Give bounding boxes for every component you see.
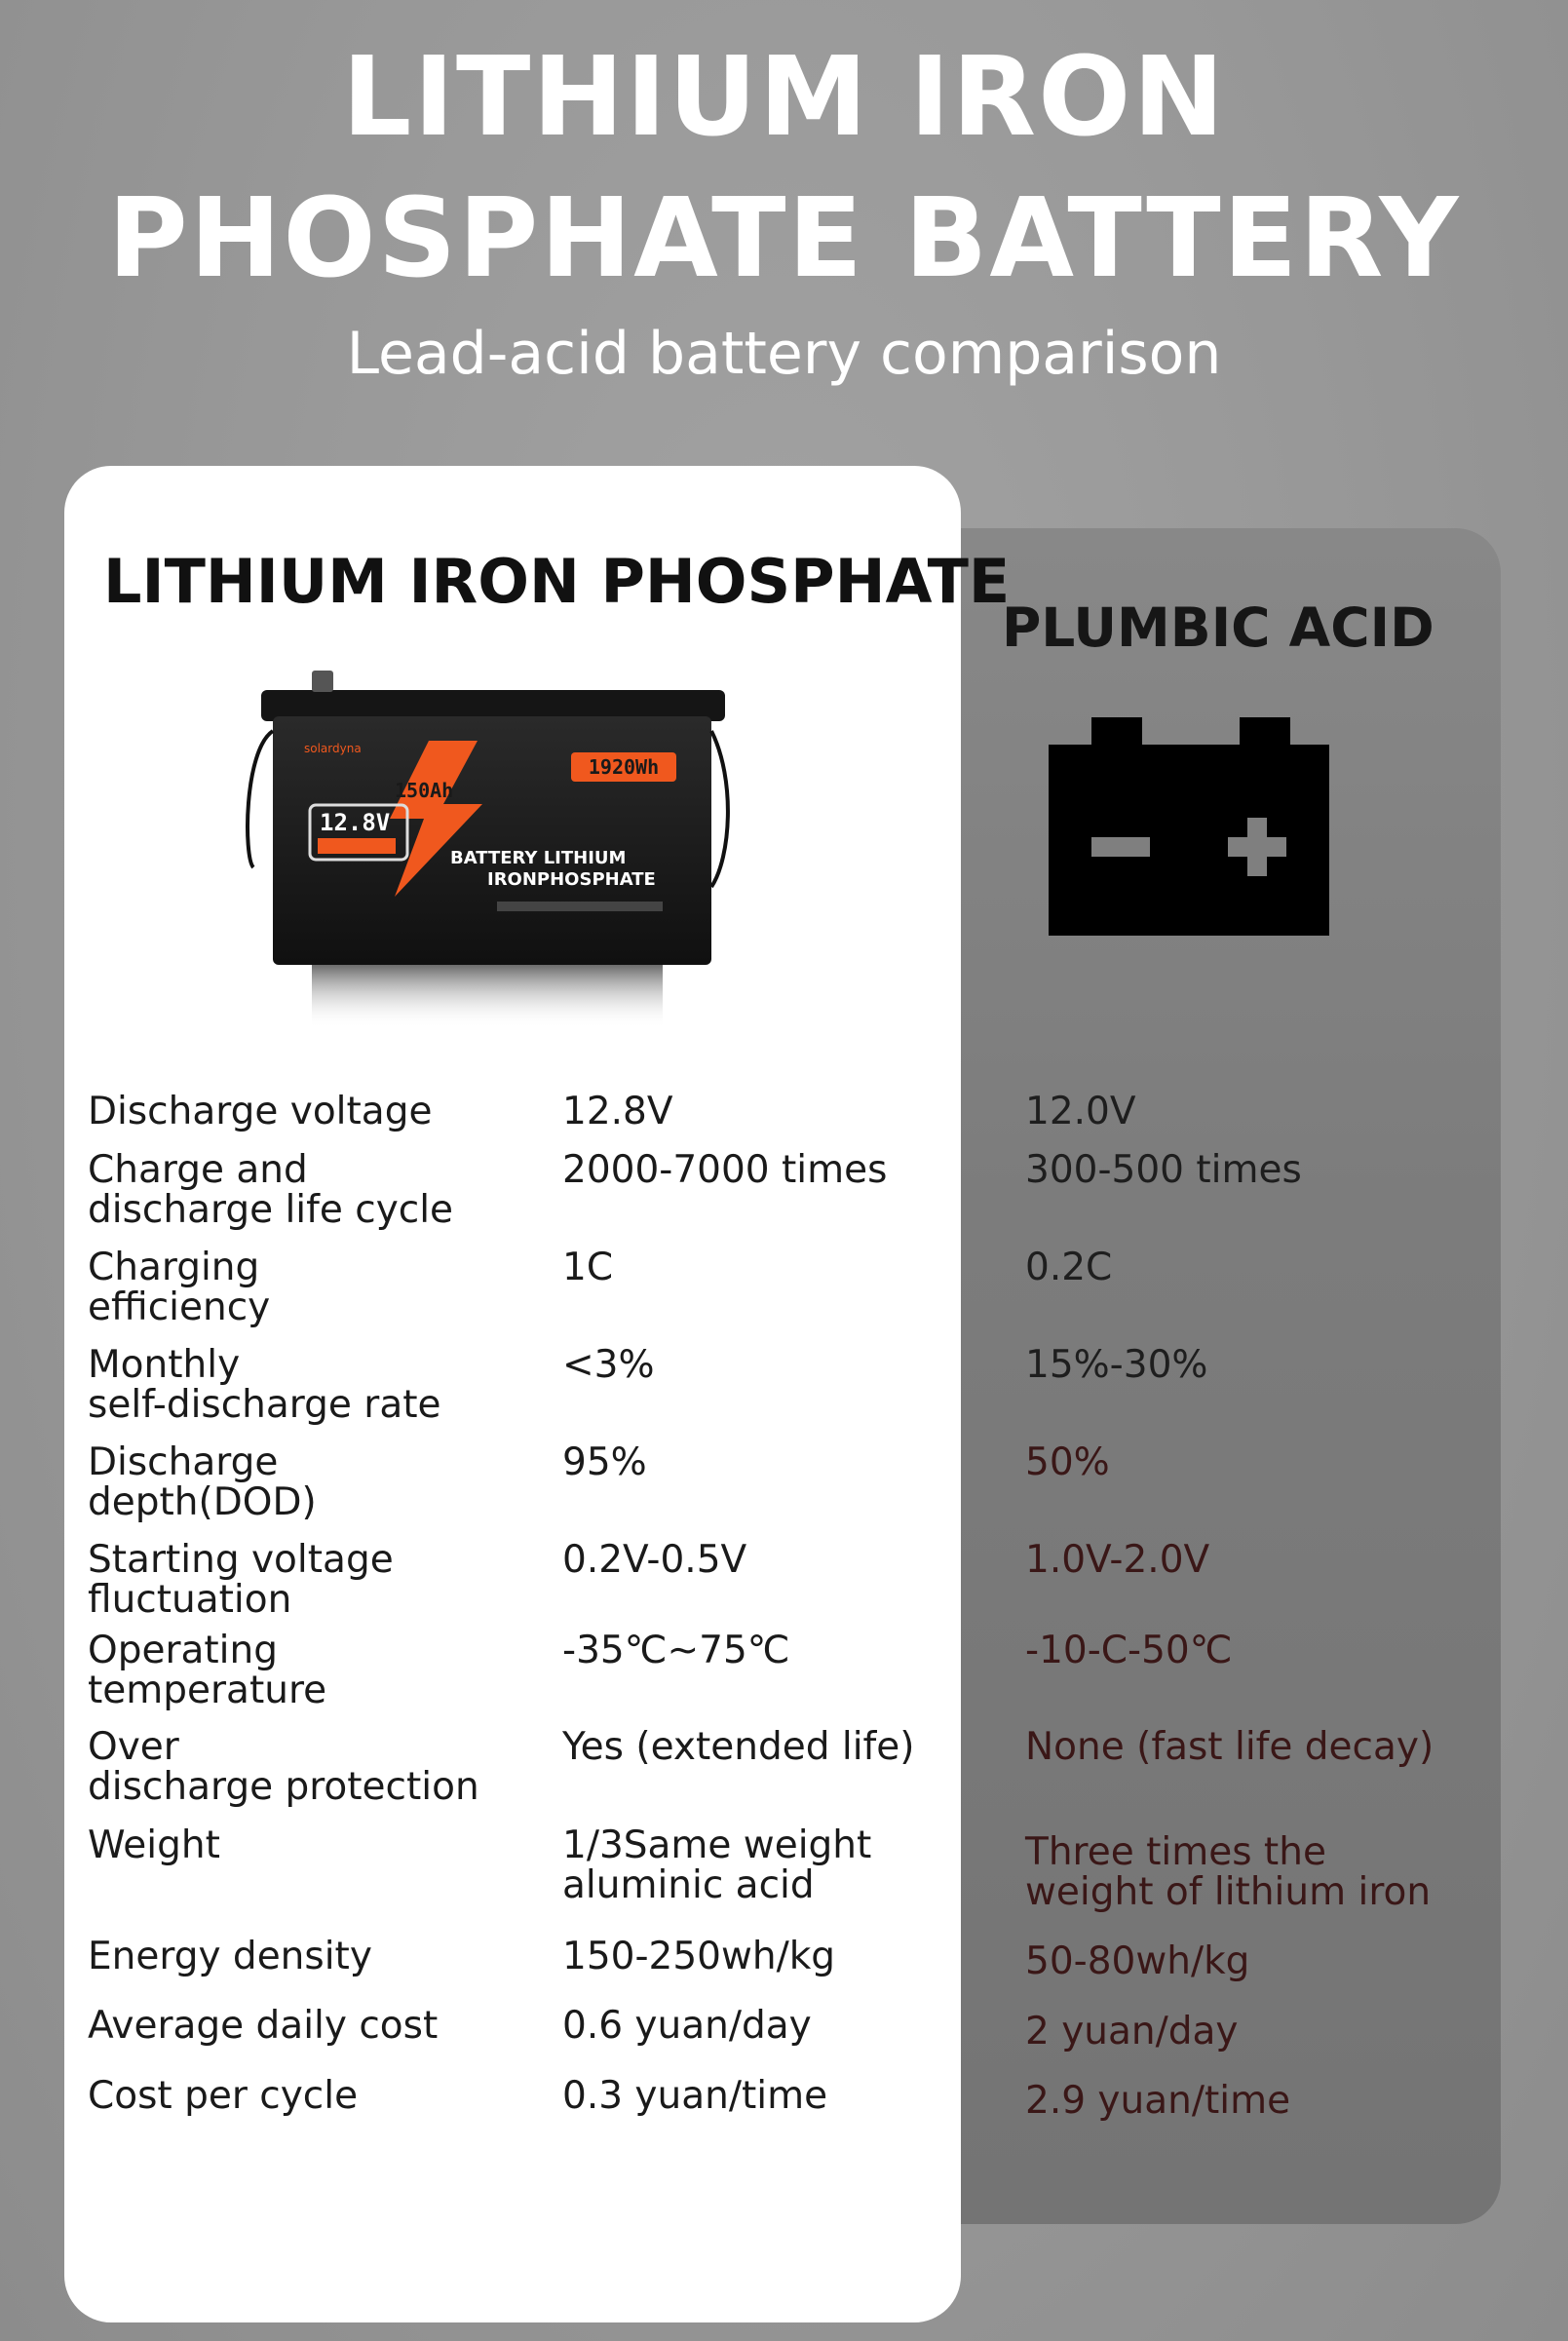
lead-value: 2 yuan/day: [1025, 2010, 1239, 2053]
row-label: Monthly self-discharge rate: [88, 1343, 441, 1427]
lithium-value: -35℃~75℃: [562, 1629, 790, 1672]
lithium-value: 0.6 yuan/day: [562, 2004, 812, 2048]
page-subtitle: Lead-acid battery comparison: [346, 320, 1222, 388]
lead-value: 0.2C: [1025, 1246, 1113, 1289]
lead-value: 300-500 times: [1025, 1148, 1302, 1192]
row-label: Operating temperature: [88, 1629, 327, 1712]
page-title: [0, 27, 1568, 310]
lithium-value: 12.8V: [562, 1090, 673, 1133]
battery-rope-right: [711, 731, 728, 887]
battery-label-line1: BATTERY LITHIUM: [450, 848, 627, 868]
row-label: Charge and discharge life cycle: [88, 1148, 454, 1232]
row-label: Over discharge protection: [88, 1725, 479, 1809]
voltage-stripe: [318, 838, 396, 854]
car-battery-icon: [1049, 717, 1331, 936]
lithium-value: 1C: [562, 1246, 614, 1289]
lead-value: -10-C-50℃: [1025, 1629, 1233, 1672]
energy-text: 1920Wh: [588, 755, 660, 779]
lithium-value: 2000-7000 times: [562, 1148, 888, 1192]
lead-value: 15%-30%: [1025, 1343, 1208, 1387]
battery-label-line2: IRONPHOSPHATE: [487, 869, 656, 890]
lithium-value: 1/3Same weight aluminic acid: [562, 1823, 872, 1907]
lithium-value: 95%: [562, 1440, 647, 1484]
row-label: Starting voltage fluctuation: [88, 1538, 394, 1622]
lead-value: Three times the weight of lithium iron: [1025, 1830, 1432, 1914]
battery-brand: solardyna: [304, 742, 362, 755]
minus-sign: [1091, 837, 1150, 857]
lead-value: 50%: [1025, 1440, 1110, 1484]
title-line-1: LITHIUM IRON: [341, 34, 1227, 161]
row-label: Discharge depth(DOD): [88, 1440, 317, 1524]
lithium-value: 0.2V-0.5V: [562, 1538, 747, 1582]
row-label: Charging efficiency: [88, 1246, 271, 1329]
lead-value: 50-80wh/kg: [1025, 1939, 1250, 1983]
capacity-text: 150Ah: [395, 779, 454, 802]
row-label: Cost per cycle: [88, 2074, 359, 2118]
row-label: Average daily cost: [88, 2004, 439, 2048]
lead-column-heading: PLUMBIC ACID: [1002, 596, 1434, 659]
plus-sign-vertical: [1247, 818, 1267, 876]
title-line-2: PHOSPHATE BATTERY: [107, 175, 1461, 302]
lithium-value: 150-250wh/kg: [562, 1935, 836, 1978]
lead-value: 1.0V-2.0V: [1025, 1538, 1210, 1582]
lithium-value: <3%: [562, 1343, 655, 1387]
row-label: Energy density: [88, 1935, 372, 1978]
lithium-column-heading: LITHIUM IRON PHOSPHATE: [103, 546, 1011, 617]
voltage-text: 12.8V: [320, 809, 391, 836]
lead-value: 2.9 yuan/time: [1025, 2079, 1291, 2123]
lithium-value: 0.3 yuan/time: [562, 2074, 828, 2118]
battery-rope-left: [248, 731, 273, 867]
lithium-value: Yes (extended life): [562, 1725, 915, 1769]
lead-value: 12.0V: [1025, 1090, 1136, 1133]
row-label: Discharge voltage: [88, 1090, 433, 1133]
battery-reflection: [312, 955, 663, 1028]
battery-icon-body: [1049, 745, 1329, 936]
certification-strip: [497, 902, 663, 911]
battery-terminal-left: [312, 671, 333, 692]
row-label: Weight: [88, 1823, 220, 1867]
lead-value: None (fast life decay): [1025, 1725, 1434, 1769]
battery-product-image: [244, 663, 741, 1033]
